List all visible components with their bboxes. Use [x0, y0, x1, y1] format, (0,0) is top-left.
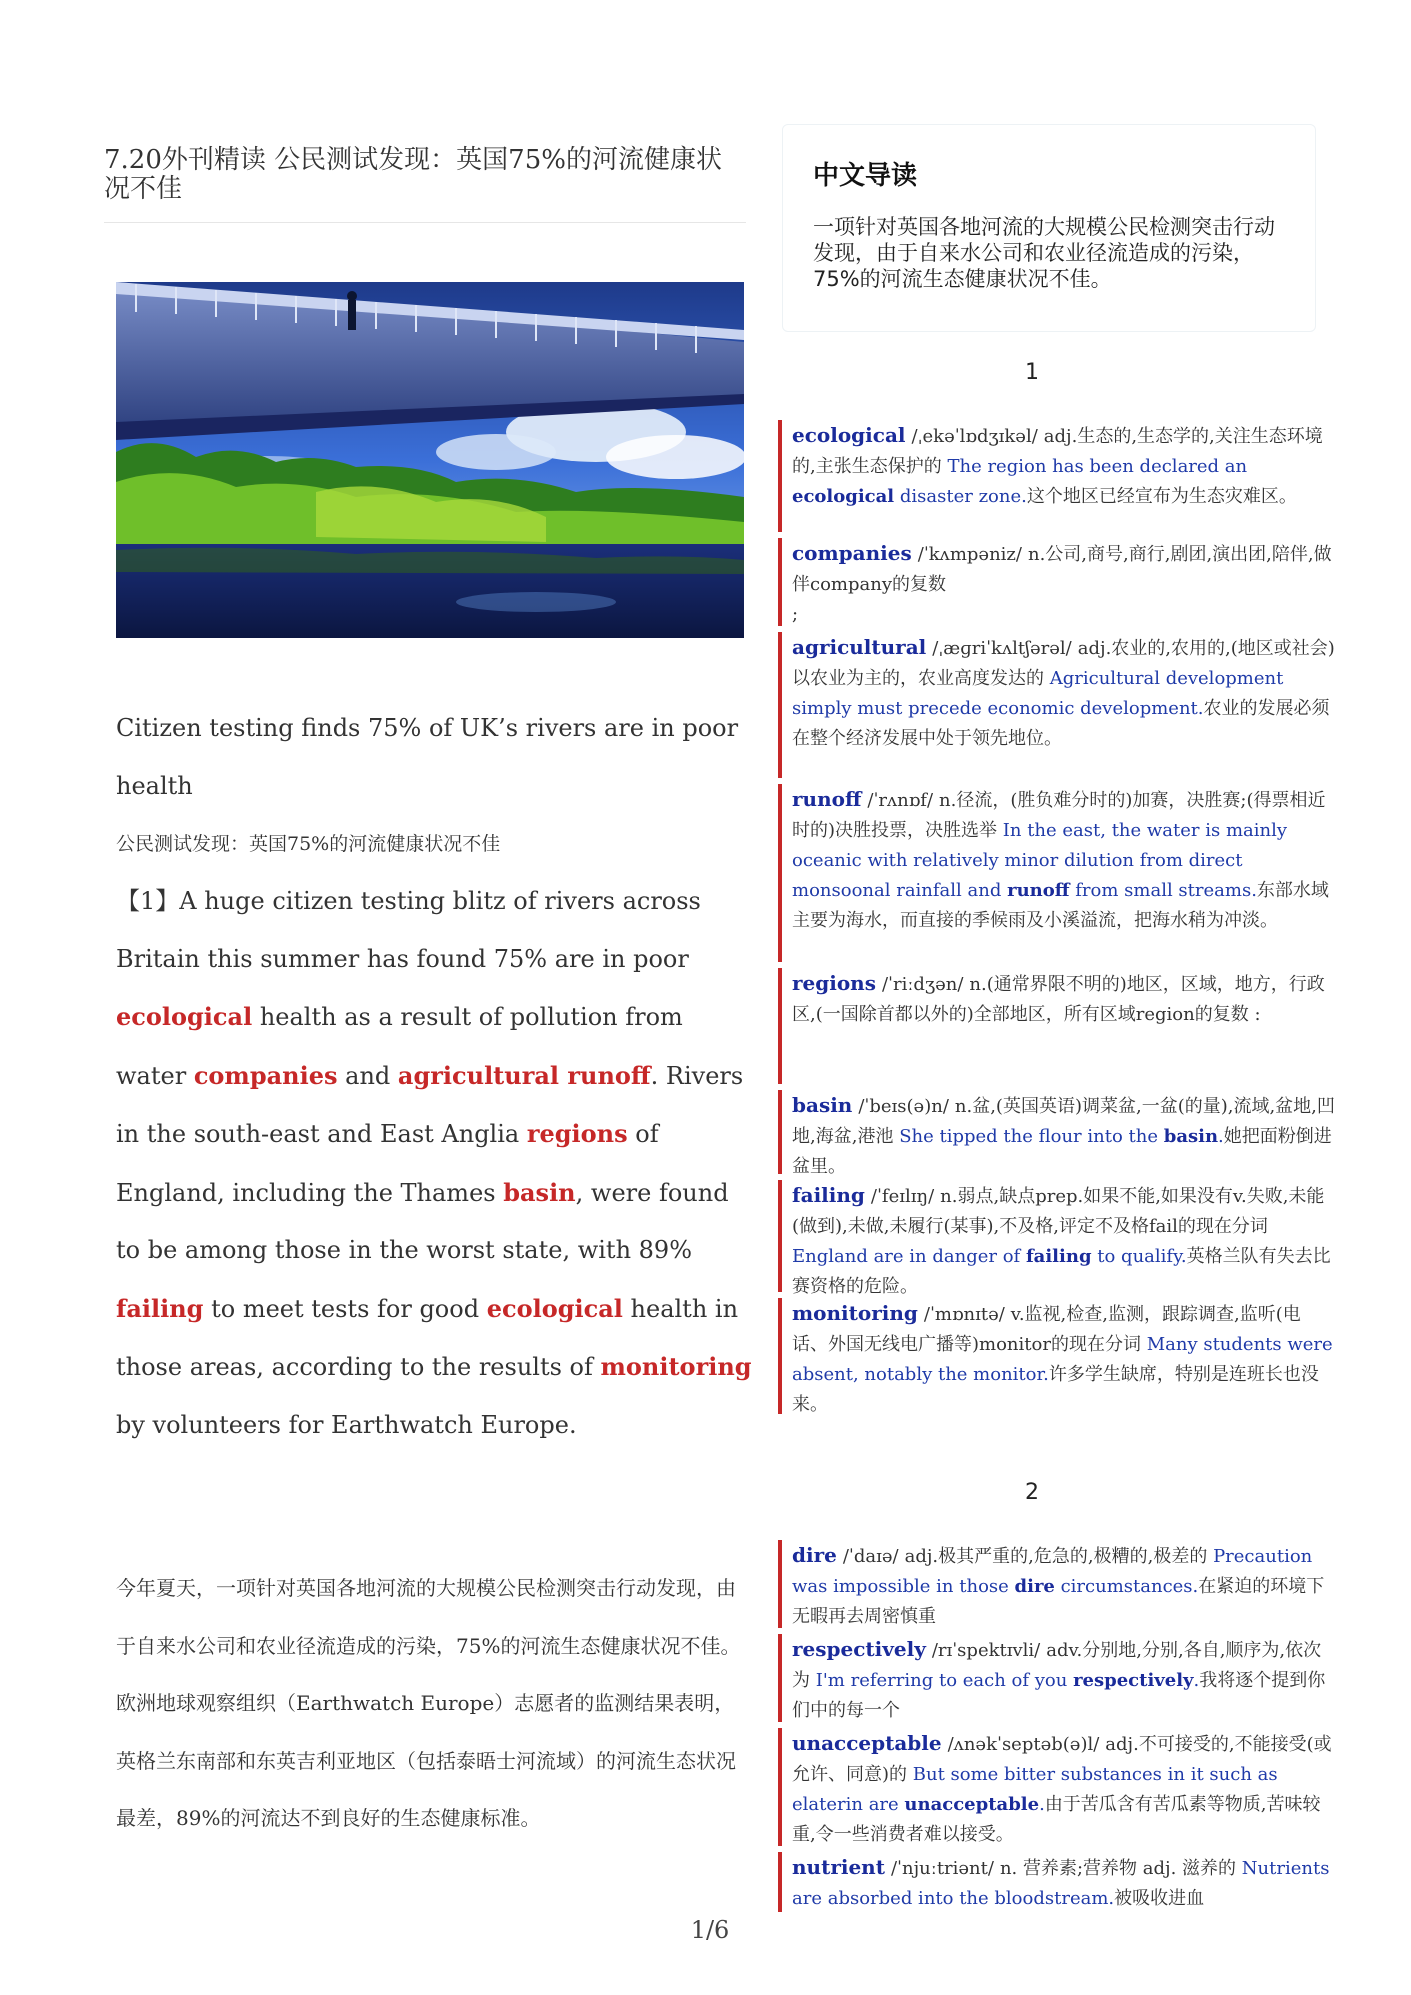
highlight-word: regions [526, 1119, 628, 1148]
vocab-entry [778, 1180, 1336, 1297]
vocab-word: ecological [792, 423, 906, 447]
vocab-list-1 [778, 420, 1336, 1420]
vocab-definition: adj.极其严重的,危急的,极糟的,极差的 [904, 1546, 1208, 1567]
vocab-word: respectively [792, 1637, 926, 1661]
highlight-word: basin [503, 1177, 576, 1207]
vocab-entry [778, 1540, 1336, 1628]
vocab-entry [778, 784, 1336, 962]
vocab-word: dire [792, 1543, 837, 1567]
vocab-translation: 被吸收进血 [1114, 1888, 1205, 1909]
page-number: 1/6 [690, 1916, 730, 1944]
vocab-definition: n.弱点,缺点prep.如果不能,如果没有v.失败,未能(做到),未做,未履行(某事),不及格,评定不及格fail的现在分词 [792, 1186, 1325, 1237]
vocab-translation: 在紧迫的环境下无暇再去周密慎重 [792, 1576, 1325, 1627]
highlight-word: monitoring [600, 1352, 752, 1381]
vocab-translation: 东部水域主要为海水，而直接的季候雨及小溪溢流，把海水稍为冲淡。 [792, 880, 1329, 931]
vocab-definition: n.径流，(胜负难分时的)加赛，决胜赛;(得票相近时的)决胜投票，决胜选举 [792, 790, 1326, 841]
vocab-example: I'm referring to each of you respectively. [815, 1670, 1200, 1691]
intro-box [782, 124, 1316, 332]
section-number-1: 1 [1025, 360, 1039, 385]
vocab-phonetic: /ˌekəˈlɒdʒɪkəl/ [911, 426, 1038, 447]
highlight-word: ecological [486, 1293, 623, 1323]
vocab-word: agricultural [792, 635, 927, 659]
vocab-example: The region has been declared an ecological disaster zone. [792, 456, 1248, 507]
vocab-entry [778, 1090, 1336, 1177]
vocab-example: England are in danger of failing to qualify. [792, 1246, 1187, 1267]
article-body [116, 700, 752, 1454]
vocab-entry [778, 1728, 1336, 1846]
vocab-example: Many students were absent, notably the monitor. [792, 1334, 1333, 1385]
article-paragraph-1: 【1】A huge citizen testing blitz of rivers across Britain this summer has found 75% are in poor ecological health as a result of pollution from water companies and agricultural runoff. Rivers in the south-east and East Anglia regions of England, including the Thames basin, were found to be among those in the worst state, with 89% failing to meet tests for good ecological health in those areas, according to the results of monitoring by volunteers for Earthwatch Europe. [116, 887, 752, 1439]
vocab-translation: 由于苦瓜含有苦瓜素等物质,苦味较重,令一些消费者难以接受。 [792, 1794, 1321, 1845]
vocab-example: Precaution was impossible in those dire circumstances. [792, 1546, 1313, 1597]
bridge-river-photo [116, 282, 744, 638]
vocab-translation: 我将逐个提到你们中的每一个 [792, 1670, 1326, 1721]
vocab-phonetic: /ˈrʌnɒf/ [867, 790, 934, 811]
vocab-example: But some bitter substances in it such as elaterin are unacceptable. [792, 1764, 1278, 1815]
vocab-entry [778, 968, 1336, 1084]
vocab-word: regions [792, 971, 876, 995]
vocab-definition: n.公司,商号,商行,剧团,演出团,陪伴,做伴company的复数 [792, 544, 1332, 595]
vocab-translation: : [1254, 1004, 1261, 1025]
intro-heading: 中文导读 [813, 161, 918, 191]
vocab-definition: n.盆,(英国英语)调菜盆,一盆(的量),流域,盆地,凹地,海盆,港池 [792, 1096, 1335, 1147]
vocab-phonetic: /ˌæɡriˈkʌltʃərəl/ [932, 638, 1072, 659]
highlight-word: companies [193, 1060, 338, 1090]
vocab-phonetic: /rɪˈspektɪvli/ [931, 1640, 1041, 1661]
vocab-translation: 农业的发展必须在整个经济发展中处于领先地位。 [792, 698, 1330, 749]
vocab-definition: adj.农业的,农用的,(地区或社会)以农业为主的，农业高度发达的 [792, 638, 1335, 689]
highlight-word: ecological [116, 1002, 253, 1031]
vocab-phonetic: /ʌnəkˈseptəb(ə)l/ [947, 1734, 1100, 1755]
vocab-entry [778, 1852, 1336, 1912]
vocab-phonetic: /ˈdaɪə/ [842, 1546, 899, 1567]
vocab-entry [778, 632, 1336, 778]
vocab-definition: adv.分别地,分别,各自,顺序为,依次为 [792, 1640, 1322, 1691]
vocab-example: Nutrients are absorbed into the bloodstream. [792, 1858, 1330, 1909]
vocab-entry [778, 538, 1336, 626]
vocab-definition: adj.不可接受的,不能接受(或允许、同意)的 [792, 1734, 1332, 1785]
vocab-word: companies [792, 541, 912, 565]
article-headline: Citizen testing finds 75% of UK’s rivers are in poor health [116, 714, 739, 800]
vocab-phonetic: /ˈnjuːtriənt/ [890, 1858, 994, 1879]
vocab-phonetic: /ˈkʌmpəniz/ [917, 544, 1022, 565]
vocab-translation: 许多学生缺席，特别是连班长也没来。 [792, 1364, 1319, 1415]
vocab-definition: v.监视,检查,监测，跟踪调查,监听(电话、外国无线电广播等)monitor的现在分词 [792, 1304, 1301, 1355]
document-title: 7.20外刊精读 公民测试发现：英国75%的河流健康状况不佳 [104, 145, 722, 204]
vocab-example: In the east, the water is mainly oceanic with relatively minor dilution from direct monsoonal rainfall and runoff from small streams. [792, 820, 1288, 901]
vocab-example: She tipped the flour into the basin. [899, 1126, 1224, 1147]
vocab-translation: 这个地区已经宣布为生态灾难区。 [1026, 486, 1297, 507]
vocab-phonetic: /ˈfeɪlɪŋ/ [870, 1186, 935, 1207]
vocab-entry [778, 420, 1336, 532]
vocab-translation: 她把面粉倒进盆里。 [792, 1126, 1332, 1177]
article-headline-cn: 公民测试发现：英国75%的河流健康状况不佳 [116, 833, 501, 855]
vocab-translation: 英格兰队有失去比赛资格的危险。 [792, 1246, 1331, 1297]
vocab-word: basin [792, 1093, 853, 1117]
vocab-word: runoff [792, 787, 862, 811]
highlight-word: agricultural runoff [397, 1060, 651, 1090]
vocab-entry [778, 1634, 1336, 1722]
vocab-list-2 [778, 1540, 1336, 1918]
title-divider [104, 222, 746, 223]
vocab-word: nutrient [792, 1855, 885, 1879]
vocab-word: monitoring [792, 1301, 918, 1325]
vocab-translation: ; [792, 604, 799, 625]
vocab-phonetic: /ˈbeɪs(ə)n/ [858, 1096, 949, 1117]
vocab-definition: n. 营养素;营养物 adj. 滋养的 [999, 1858, 1237, 1879]
vocab-definition: adj.生态的,生态学的,关注生态环境的,主张生态保护的 [792, 426, 1323, 477]
vocab-entry [778, 1298, 1336, 1414]
vocab-definition: n.(通常界限不明的)地区，区域，地方，行政区,(一国除首都以外的)全部地区，所有区域region的复数 [792, 974, 1325, 1025]
section-number-2: 2 [1025, 1480, 1039, 1505]
vocab-word: failing [792, 1183, 865, 1207]
vocab-word: unacceptable [792, 1731, 942, 1755]
chinese-translation: 今年夏天，一项针对英国各地河流的大规模公民检测突击行动发现，由于自来水公司和农业径流造成的污染，75%的河流生态健康状况不佳。欧洲地球观察组织（Earthwatch Europe）志愿者的监测结果表明，英格兰东南部和东英吉利亚地区（包括泰晤士河流域）的河流生态状况最差，89%的河流达不到良好的生态健康标准。 [116, 1576, 741, 1830]
vocab-phonetic: /ˈmɒnɪtə/ [923, 1304, 1005, 1325]
intro-text: 一项针对英国各地河流的大规模公民检测突击行动发现，由于自来水公司和农业径流造成的污染，75%的河流生态健康状况不佳。 [813, 215, 1275, 291]
vocab-example: Agricultural development simply must precede economic development. [792, 668, 1284, 719]
bridge-river-illustration [116, 282, 744, 638]
vocab-phonetic: /ˈriːdʒən/ [881, 974, 964, 995]
highlight-word: failing [116, 1293, 204, 1323]
